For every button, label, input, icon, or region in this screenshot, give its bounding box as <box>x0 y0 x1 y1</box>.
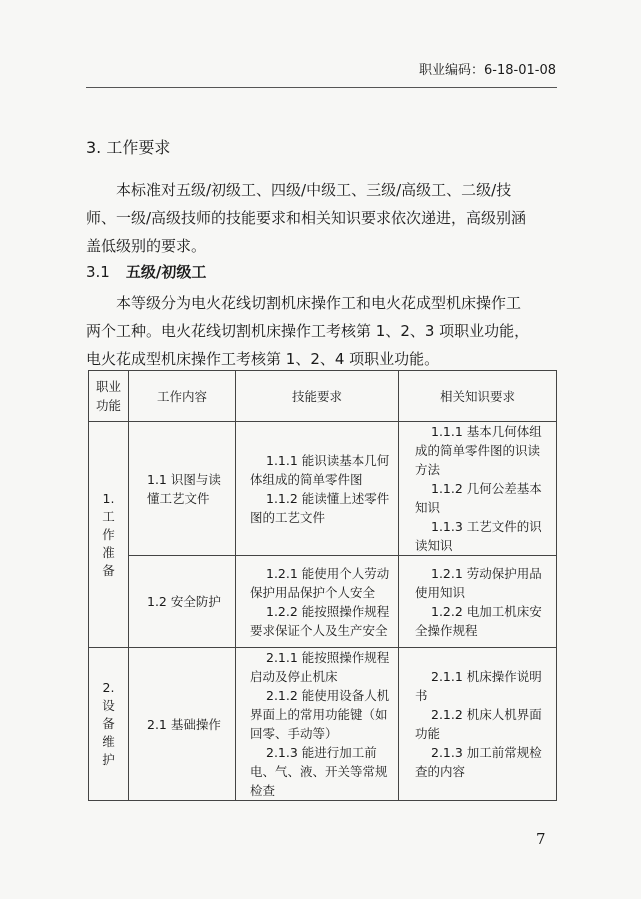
skill-item: 1.1.1 能识读基本几何体组成的简单零件图 <box>250 452 390 487</box>
knowledge-item: 1.2.2 电加工机床安全操作规程 <box>415 603 542 638</box>
subsection-intro-line: 本等级分为电火花线切割机床操作工和电火花成型机床操作工 <box>116 294 522 312</box>
content-cell: 1.1 识图与读懂工艺文件 <box>129 422 236 556</box>
knowledge-cell <box>399 648 557 801</box>
header-content: 工作内容 <box>129 371 236 422</box>
skills-cell <box>236 422 399 556</box>
header-rule <box>86 87 557 88</box>
subsection-intro-line: 电火花成型机床操作工考核第 1、2、4 项职业功能。 <box>86 350 440 368</box>
section-intro-line: 盖低级别的要求。 <box>86 237 207 255</box>
section-heading: 3. 工作要求 <box>86 138 171 157</box>
section-intro-line: 本标准对五级/初级工、四级/中级工、三级/高级工、二级/技 <box>116 181 512 199</box>
subsection-heading <box>86 261 206 282</box>
header-knowledge: 相关知识要求 <box>399 371 557 422</box>
subsection-title: 五级/初级工 <box>125 263 207 281</box>
skill-item: 1.2.2 能按照操作规程要求保证个人及生产安全 <box>250 603 390 638</box>
skill-item: 1.1.2 能读懂上述零件图的工艺文件 <box>250 490 390 525</box>
requirements-table <box>88 370 557 801</box>
skill-item: 1.2.1 能使用个人劳动保护用品保护个人安全 <box>250 565 390 600</box>
knowledge-item: 2.1.3 加工前常规检查的内容 <box>415 745 542 779</box>
page-number: 7 <box>536 830 546 848</box>
table-header-row <box>89 371 557 422</box>
section-intro <box>86 176 556 260</box>
header-function: 职业功能 <box>89 371 129 422</box>
skills-cell <box>236 556 399 648</box>
knowledge-item: 1.1.3 工艺文件的识读知识 <box>415 519 542 553</box>
subsection-number: 3.1 <box>86 263 110 281</box>
subsection-intro-line: 两个工种。电火花线切割机床操作工考核第 1、2、3 项职业功能， <box>86 322 530 340</box>
skills-cell <box>236 648 399 801</box>
occupation-code: 职业编码：6-18-01-08 <box>419 63 556 78</box>
function-cell: 1. 工作准备 <box>89 422 129 648</box>
knowledge-cell <box>399 556 557 648</box>
subsection-intro <box>86 289 556 373</box>
skill-item: 2.1.3 能进行加工前电、气、液、开关等常规检查 <box>250 745 388 798</box>
table-row <box>89 648 557 801</box>
knowledge-cell <box>399 422 557 556</box>
content-cell: 1.2 安全防护 <box>129 556 236 648</box>
table-row <box>89 556 557 648</box>
table-row <box>89 422 557 556</box>
function-cell: 2. 设备维护 <box>89 648 129 801</box>
knowledge-item: 1.1.2 几何公差基本知识 <box>415 481 542 515</box>
knowledge-item: 2.1.1 机床操作说明书 <box>415 669 542 703</box>
section-intro-line: 师、一级/高级技师的技能要求和相关知识要求依次递进，高级别涵 <box>86 209 527 227</box>
skill-item: 2.1.2 能使用设备人机界面上的常用功能键（如回零、手动等） <box>250 688 390 741</box>
header-skills: 技能要求 <box>236 371 399 422</box>
knowledge-item: 1.2.1 劳动保护用品使用知识 <box>415 565 542 600</box>
skill-item: 2.1.1 能按照操作规程启动及停止机床 <box>250 650 390 684</box>
content-cell: 2.1 基础操作 <box>129 648 236 801</box>
knowledge-item: 2.1.2 机床人机界面功能 <box>415 707 542 741</box>
knowledge-item: 1.1.1 基本几何体组成的简单零件图的识读方法 <box>415 424 542 477</box>
